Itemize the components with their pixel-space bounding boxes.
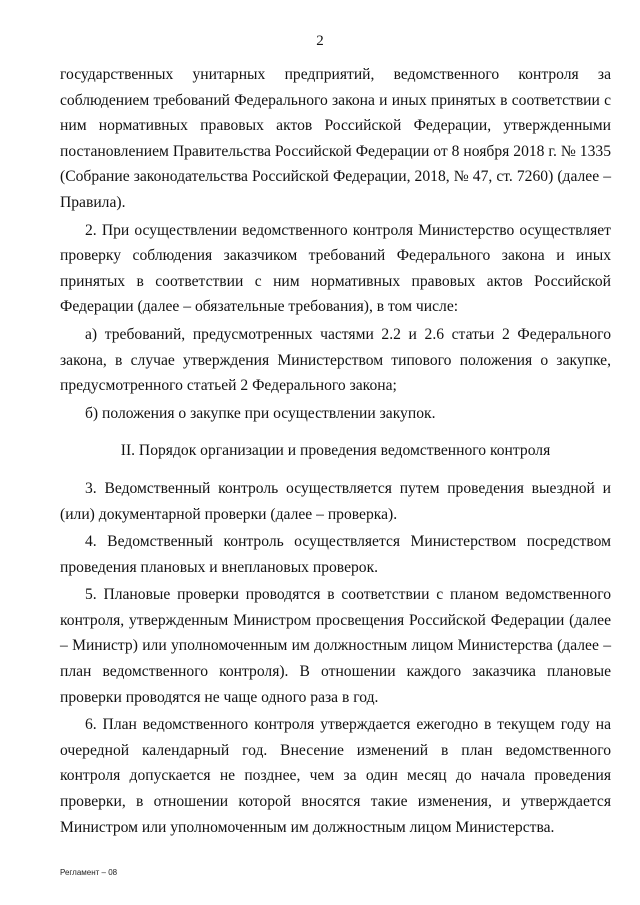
paragraph-continuation: государственных унитарных предприятий, ведомственного контроля за соблюдением требований Федерального закона и иных принятых в соответствии с ним нормативных правовых актов Российской Федерации, утвержденными постановлением Правительства Российской Федерации от 8 ноября 2018 г. № 1335 (Собрание законодательства Российской Федерации, 2018, № 47, ст. 7260) (далее – Правила). — [60, 66, 611, 211]
paragraph-3: 3. Ведомственный контроль осуществляется путем проведения выездной и (или) документарной проверки (далее – проверка). — [60, 479, 611, 523]
paragraph-2b: б) положения о закупке при осуществлении закупок. — [85, 404, 436, 422]
footer-code: Регламент – 08 — [60, 868, 118, 877]
paragraph-4: 4. Ведомственный контроль осуществляется Министерством посредством проведения плановых и внеплановых проверок. — [60, 533, 611, 576]
paragraph-6: 6. План ведомственного контроля утверждается ежегодно в текущем году на очередной календарный год. Внесение изменений в план ведомственного контроля допускается не позднее, чем за один месяц до начала проведения проверки, в отношении которой вносятся такие изменения, и утверждается Министром или уполномоченным им должностным лицом Министерства. — [60, 716, 611, 836]
page-number: 2 — [316, 33, 324, 49]
paragraph-2a: а) требований, предусмотренных частями 2.2 и 2.6 статьи 2 Федерального закона, в случае утверждения Министерством типового положения о закупке, предусмотренного статьей 2 Федерального закона; — [60, 325, 611, 395]
document-body — [60, 62, 611, 840]
paragraph-2: 2. При осуществлении ведомственного контроля Министерство осуществляет проверку соблюдения заказчиком требований Федерального закона и иных принятых в соответствии с ним нормативных правовых актов Российской Федерации (далее – обязательные требования), в том числе: — [60, 221, 611, 316]
paragraph-5: 5. Плановые проверки проводятся в соответствии с планом ведомственного контроля, утвержденным Министром просвещения Российской Федерации (далее – Министр) или уполномоченным им должностным лицом Министерства (далее – план ведомственного контроля). В отношении каждого заказчика плановые проверки проводятся не чаще одного раза в год. — [60, 586, 611, 706]
section-heading: II. Порядок организации и проведения ведомственного контроля — [120, 442, 551, 460]
